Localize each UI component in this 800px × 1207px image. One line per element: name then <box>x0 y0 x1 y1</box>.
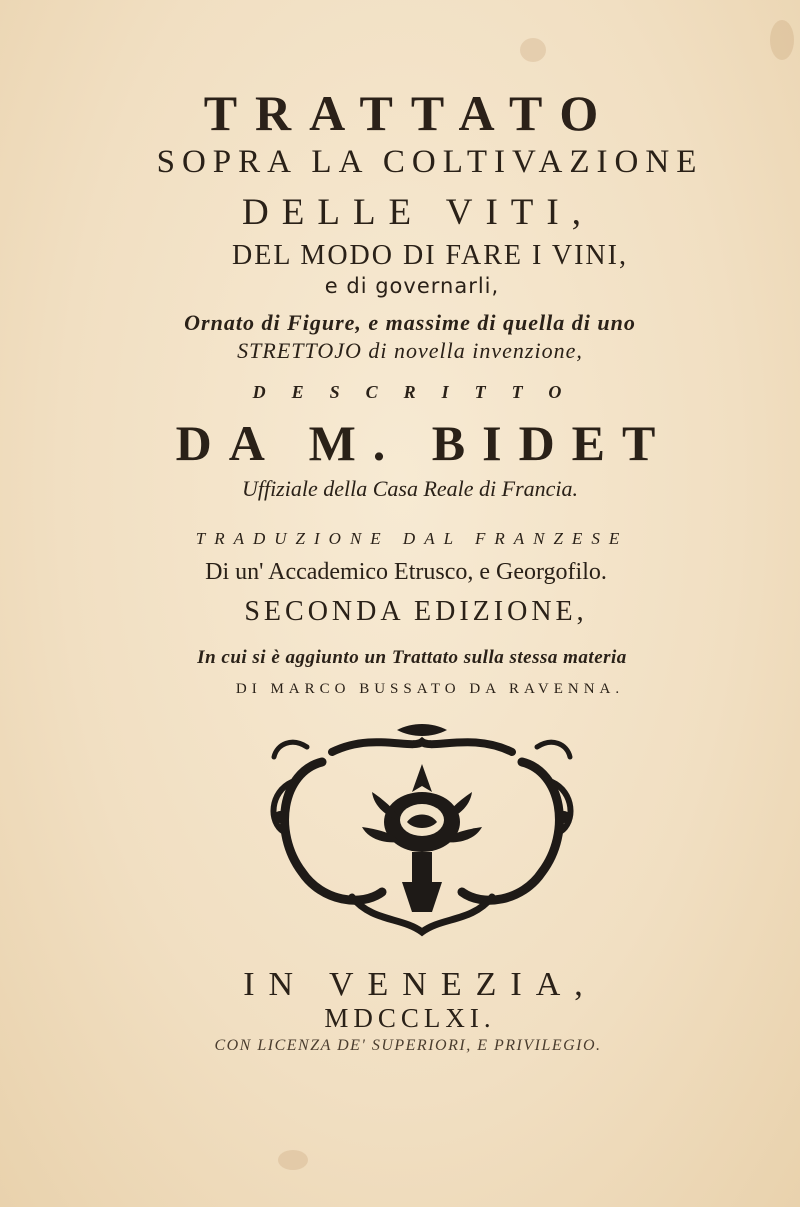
office-line: Uffiziale della Casa Reale di Francia. <box>241 476 579 501</box>
aggiunto-line: In cui si è aggiunto un Trattato sulla stessa materia <box>197 647 627 668</box>
traduzione-line: TRADUZIONE DAL FRANZESE <box>195 529 629 548</box>
edition-line: SECONDA EDIZIONE, <box>244 596 588 627</box>
modo-line: DEL MODO DI FARE I VINI, <box>232 240 628 271</box>
year-line: MDCCLXI. <box>324 1003 496 1033</box>
strettojo-line: STRETTOJO di novella invenzione, <box>237 338 583 363</box>
translator-line: Di un' Accademico Etrusco, e Georgofilo. <box>205 559 607 585</box>
ornato-line: Ornato di Figure, e massime di quella di uno <box>184 310 636 335</box>
author-line: DA M. BIDET <box>175 415 673 471</box>
licenza-line: CON LICENZA DE' SUPERIORI, E PRIVILEGIO. <box>214 1037 602 1054</box>
paper-stain <box>520 38 546 62</box>
marco-line: DI MARCO BUSSATO DA RAVENNA. <box>235 681 625 697</box>
descritto-line: DESCRITTO <box>252 382 588 402</box>
subtitle-line: SOPRA LA COLTIVAZIONE <box>156 144 704 180</box>
book-title: TRATTATO <box>203 85 617 141</box>
paper-stain <box>770 20 794 60</box>
paper-stain <box>278 1150 308 1170</box>
governarli-line: e di governarli, <box>324 274 500 298</box>
subject-line: DELLE VITI, <box>242 192 594 233</box>
floral-cartouche-woodcut-icon <box>262 722 582 937</box>
place-line: IN VENEZIA, <box>243 966 597 1003</box>
